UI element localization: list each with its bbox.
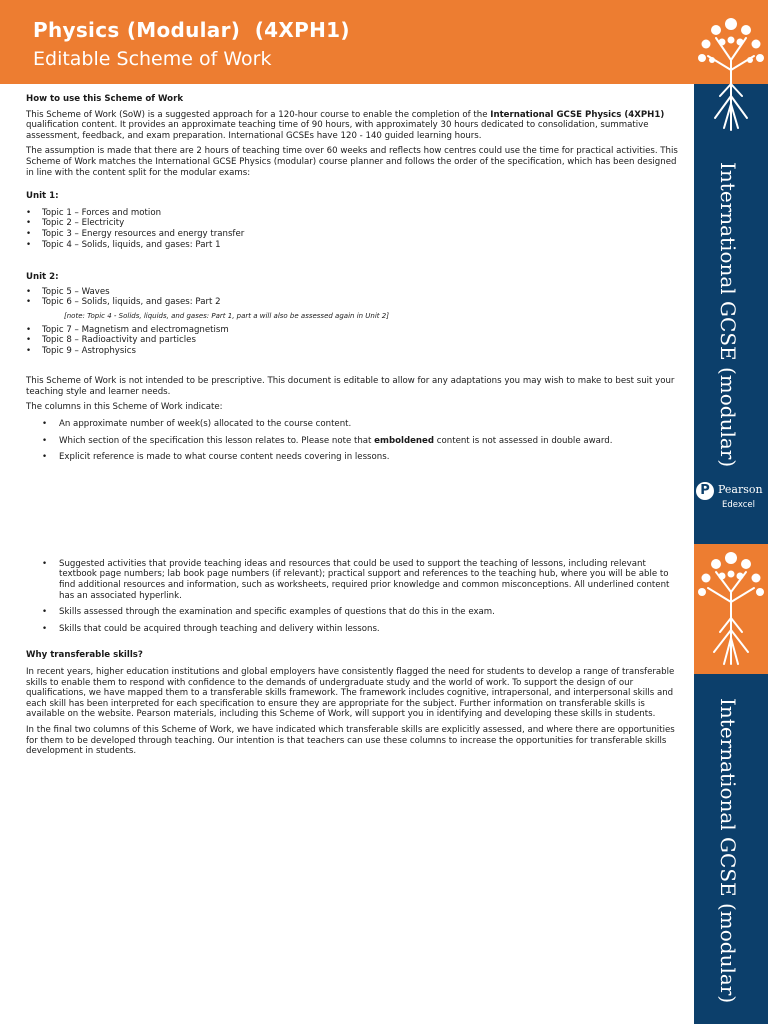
brand-name: Pearson [718, 483, 763, 496]
document-body [26, 92, 682, 762]
col2-text-c: content is not assessed in double award. [434, 435, 613, 446]
tree-logo-icon [694, 544, 768, 674]
not-prescriptive-paragraph: This Scheme of Work is not intended to be prescriptive. This document is editable to allow for any adaptations you may wish to make to best suit your teaching style and learner needs. [26, 376, 675, 397]
page-title: Physics (Modular) (4XPH1) [33, 18, 350, 42]
list-item: • Topic 1 – Forces and motion [26, 208, 682, 219]
list-item: • Topic 3 – Energy resources and energy transfer [26, 229, 682, 240]
unit2-topic-list-a [26, 287, 682, 308]
col2-text-bold: emboldened [374, 435, 435, 446]
sidebar-tree-panel-bottom [694, 544, 768, 674]
list-item: • Topic 9 – Astrophysics [26, 346, 682, 357]
page-subtitle: Editable Scheme of Work [33, 48, 272, 70]
list-item [26, 436, 682, 447]
intro-text-bold: International GCSE Physics (4XPH1) [490, 109, 665, 120]
brand-sub: Edexcel [722, 500, 755, 510]
col2-text-a: Which section of the specification this lesson relates to. Please note that [59, 435, 375, 446]
list-item: • Topic 6 – Solids, liquids, and gases: Part 2 [26, 297, 682, 308]
sidebar-vertical-label-2: International GCSE (modular) [716, 698, 740, 1004]
list-item: • Skills assessed through the examination and specific examples of questions that do this in the exam. [26, 607, 682, 618]
list-item: • Explicit reference is made to what course content needs covering in lessons. [26, 452, 682, 463]
list-item: • An approximate number of week(s) allocated to the course content. [26, 419, 682, 430]
pearson-logo-icon: P [696, 482, 714, 500]
columns-list-a [26, 419, 682, 463]
list-item: • Suggested activities that provide teaching ideas and resources that could be used to support the teaching of lessons, including relevant textbook page numbers; lab book page numbers (if relevant); practical support and references to the teaching hub, where you will be able to find additional resources and information, such as worksheets, required prior knowledge and common misconceptions. All underlined content has an associated hyperlink. [26, 559, 682, 601]
columns-intro: The columns in this Scheme of Work indicate: [26, 402, 223, 413]
unit2-note: [note: Topic 4 - Solids, liquids, and gases: Part 1, part a will also be assessed again in Unit 2] [64, 311, 389, 320]
intro-text-c: qualification content. It provides an approximate teaching time of 90 hours, with approximately 30 hours dedicated to consolidation, summative assessment, feedback, and exam preparation. International GCSEs have 120 - 140 guided learning hours. [26, 120, 649, 141]
sidebar-vertical-label: International GCSE (modular) [716, 162, 740, 468]
list-item: • Topic 2 – Electricity [26, 218, 682, 229]
columns-list-b [26, 559, 682, 635]
list-item: • Topic 5 – Waves [26, 287, 682, 298]
final-columns-paragraph: In the final two columns of this Scheme of Work, we have indicated which transferable skills are explicitly assessed, and where there are opportunities for them to be developed through teaching. Our intention is that teachers can use these columns to increase the opportunities for transferable skills development in students. [26, 724, 675, 757]
unit2-heading: Unit 2: [26, 272, 59, 283]
how-heading: How to use this Scheme of Work [26, 94, 184, 104]
list-item: • Skills that could be acquired through teaching and delivery within lessons. [26, 624, 682, 635]
unit1-topic-list [26, 208, 682, 250]
unit1-heading: Unit 1: [26, 191, 59, 202]
unit2-topic-list-b [26, 325, 682, 357]
sidebar-blue-panel-top [694, 84, 768, 544]
sidebar-blue-panel-bottom [694, 674, 768, 1024]
pearson-brand [696, 480, 766, 514]
intro-paragraph [26, 110, 682, 142]
list-item: • Topic 4 – Solids, liquids, and gases: Part 1 [26, 240, 682, 251]
intro-text-a: This Scheme of Work (SoW) is a suggested approach for a 120-hour course to enable the completion of the [26, 109, 491, 120]
list-item: • Topic 7 – Magnetism and electromagnetism [26, 325, 682, 336]
transferable-paragraph: In recent years, higher education institutions and global employers have consistently flagged the need for students to develop a range of transferable skills to enable them to respond with confidence to the demands of undergraduate study and the world of work. To support the design of our qualifications, we have mapped them to a transferable skills framework. The framework includes cognitive, intrapersonal, and interpersonal skills and each skill has been interpreted for each specification to ensure they are appropriate for the subject. Further information on transferable skills is available on the website. Pearson materials, including this Scheme of Work, will support you in identifying and developing these skills in students. [26, 667, 675, 720]
assumption-paragraph: The assumption is made that there are 2 hours of teaching time over 60 weeks and reflects how centres could use the time for practical activities. This Scheme of Work matches the International GCSE Physics (modular) course planner and follows the order of the specification, which has been designed in line with the content split for the modular exams: [26, 146, 678, 178]
why-heading: Why transferable skills? [26, 650, 143, 661]
list-item: • Topic 8 – Radioactivity and particles [26, 335, 682, 346]
